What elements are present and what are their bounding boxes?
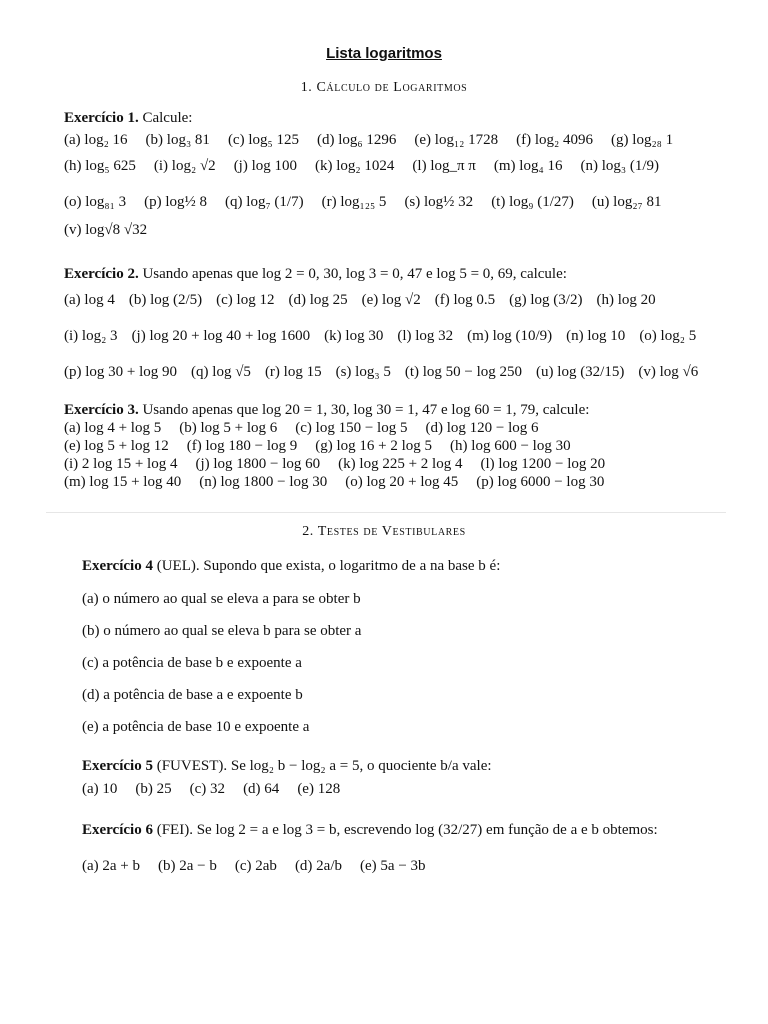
option: (b) 25 bbox=[135, 781, 172, 797]
exercise-text: (UEL). Supondo que exista, o logaritmo de a na base b é: bbox=[156, 558, 501, 574]
exercise-label: Exercício 6 bbox=[82, 822, 153, 838]
option: (e) 5a − 3b bbox=[360, 858, 426, 874]
exercise-4-option-c: (c) a potência de base b e expoente a bbox=[82, 655, 302, 671]
exercise-label: Exercício 5 bbox=[82, 758, 153, 774]
exercise-1-row-4 bbox=[64, 222, 728, 239]
exercise-text: Usando apenas que log 20 = 1, 30, log 30 = 1, 47 e log 60 = 1, 79, calcule: bbox=[142, 402, 590, 418]
item: (k) log 225 + 2 log 4 bbox=[338, 456, 463, 472]
item: (h) log 600 − log 30 bbox=[450, 438, 571, 454]
exercise-label: Exercício 3. bbox=[64, 402, 139, 418]
item: (a) log 4 bbox=[64, 292, 115, 308]
item: (n) log 1800 − log 30 bbox=[199, 474, 328, 490]
item: (e) log₁₂ 1728 bbox=[414, 132, 499, 148]
exercise-label: Exercício 1. bbox=[64, 110, 139, 126]
item: (a) log 4 + log 5 bbox=[64, 420, 162, 436]
option: (c) 2ab bbox=[234, 858, 277, 874]
item: (k) log 30 bbox=[324, 328, 384, 344]
exercise-text: Usando apenas que log 2 = 0, 30, log 3 = 0, 47 e log 5 = 0, 69, calcule: bbox=[142, 266, 567, 282]
item: (j) log 100 bbox=[233, 158, 298, 174]
section-heading-2: 2. Testes de Vestibulares bbox=[302, 524, 466, 539]
item: (j) log 1800 − log 60 bbox=[195, 456, 321, 472]
item: (e) log 5 + log 12 bbox=[64, 438, 169, 454]
exercise-3-row-2 bbox=[64, 438, 728, 455]
exercise-3-row-1 bbox=[64, 420, 728, 437]
item: (g) log₂₈ 1 bbox=[611, 132, 674, 148]
exercise-3-row-4 bbox=[64, 474, 728, 491]
exercise-1-row-2 bbox=[64, 158, 728, 175]
item: (b) log (2/5) bbox=[128, 292, 203, 308]
item: (i) 2 log 15 + log 4 bbox=[64, 456, 178, 472]
item: (t) log 50 − log 250 bbox=[404, 364, 523, 380]
item: (h) log₅ 625 bbox=[64, 158, 136, 174]
item: (l) log_π π bbox=[412, 158, 476, 174]
item: (n) log 10 bbox=[566, 328, 626, 344]
item: (u) log (32/15) bbox=[536, 364, 625, 380]
item: (l) log 1200 − log 20 bbox=[480, 456, 606, 472]
option: (a) 2a + b bbox=[82, 858, 141, 874]
item: (k) log₂ 1024 bbox=[315, 158, 395, 174]
option: (d) 64 bbox=[243, 781, 280, 797]
item: (p) log 30 + log 90 bbox=[64, 364, 178, 380]
item: (d) log 120 − log 6 bbox=[425, 420, 539, 436]
item: (c) log 150 − log 5 bbox=[295, 420, 408, 436]
item: (a) log₂ 16 bbox=[64, 132, 128, 148]
item: (p) log 6000 − log 30 bbox=[476, 474, 605, 490]
item: (i) log₂ 3 bbox=[64, 328, 118, 344]
item: (o) log₈₁ 3 bbox=[64, 194, 127, 210]
exercise-1-heading bbox=[64, 110, 192, 127]
exercise-5-options bbox=[82, 781, 358, 798]
exercise-1-row-1 bbox=[64, 132, 728, 149]
exercise-text: (FUVEST). Se log₂ b − log₂ a = 5, o quociente b/a vale: bbox=[156, 758, 492, 774]
option: (a) 10 bbox=[82, 781, 118, 797]
item: (f) log 180 − log 9 bbox=[186, 438, 298, 454]
item: (t) log₉ (1/27) bbox=[491, 194, 574, 210]
item: (u) log₂₇ 81 bbox=[591, 194, 662, 210]
item: (r) log₁₂₅ 5 bbox=[321, 194, 387, 210]
exercise-4-option-b: (b) o número ao qual se eleva b para se obter a bbox=[82, 623, 362, 639]
option: (e) 128 bbox=[297, 781, 341, 797]
item: (p) log½ 8 bbox=[144, 194, 208, 210]
item: (c) log 12 bbox=[216, 292, 275, 308]
exercise-2-row-1 bbox=[64, 292, 728, 309]
item: (n) log₃ (1/9) bbox=[580, 158, 659, 174]
exercise-5-heading bbox=[82, 758, 492, 775]
item: (o) log 20 + log 45 bbox=[345, 474, 459, 490]
item: (f) log₂ 4096 bbox=[516, 132, 594, 148]
exercise-3-row-3 bbox=[64, 456, 728, 473]
exercise-text: (FEI). Se log 2 = a e log 3 = b, escrevendo log (32/27) em função de a e b obtemos: bbox=[156, 822, 658, 838]
item: (m) log 15 + log 40 bbox=[64, 474, 182, 490]
exercise-2-heading bbox=[64, 266, 567, 283]
item: (b) log 5 + log 6 bbox=[179, 420, 278, 436]
item: (d) log 25 bbox=[288, 292, 348, 308]
exercise-label: Exercício 4 bbox=[82, 558, 153, 574]
option: (d) 2a/b bbox=[294, 858, 343, 874]
exercise-6-heading bbox=[82, 822, 658, 839]
section-heading-1: 1. Cálculo de Logaritmos bbox=[300, 80, 468, 95]
item: (e) log √2 bbox=[361, 292, 421, 308]
item: (b) log₃ 81 bbox=[145, 132, 210, 148]
item: (d) log₆ 1296 bbox=[316, 132, 397, 148]
exercise-6-options bbox=[82, 858, 444, 875]
item: (v) log√8 √32 bbox=[64, 222, 148, 238]
item: (s) log½ 32 bbox=[404, 194, 474, 210]
item: (l) log 32 bbox=[397, 328, 454, 344]
item: (v) log √6 bbox=[638, 364, 699, 380]
item: (s) log₃ 5 bbox=[335, 364, 391, 380]
item: (f) log 0.5 bbox=[434, 292, 496, 308]
exercise-label: Exercício 2. bbox=[64, 266, 139, 282]
exercise-4-option-e: (e) a potência de base 10 e expoente a bbox=[82, 719, 310, 735]
exercise-3-heading bbox=[64, 402, 589, 419]
item: (g) log (3/2) bbox=[509, 292, 583, 308]
exercise-2-row-2 bbox=[64, 328, 728, 345]
exercise-2-row-3 bbox=[64, 364, 728, 381]
item: (r) log 15 bbox=[264, 364, 322, 380]
item: (h) log 20 bbox=[596, 292, 656, 308]
exercise-4-heading bbox=[82, 558, 500, 575]
item: (q) log₇ (1/7) bbox=[225, 194, 304, 210]
option: (b) 2a − b bbox=[158, 858, 217, 874]
item: (m) log (10/9) bbox=[467, 328, 553, 344]
exercise-1-row-3 bbox=[64, 194, 728, 211]
option: (c) 32 bbox=[189, 781, 226, 797]
page-title: Lista logaritmos bbox=[326, 45, 442, 62]
item: (c) log₅ 125 bbox=[227, 132, 299, 148]
item: (m) log₄ 16 bbox=[493, 158, 563, 174]
item: (g) log 16 + 2 log 5 bbox=[315, 438, 433, 454]
item: (j) log 20 + log 40 + log 1600 bbox=[131, 328, 311, 344]
page-divider bbox=[46, 512, 726, 513]
exercise-text: Calcule: bbox=[142, 110, 193, 126]
item: (q) log √5 bbox=[191, 364, 251, 380]
exercise-4-option-d: (d) a potência de base a e expoente b bbox=[82, 687, 303, 703]
exercise-4-option-a: (a) o número ao qual se eleva a para se obter b bbox=[82, 591, 361, 607]
item: (o) log₂ 5 bbox=[639, 328, 697, 344]
item: (i) log₂ √2 bbox=[153, 158, 216, 174]
